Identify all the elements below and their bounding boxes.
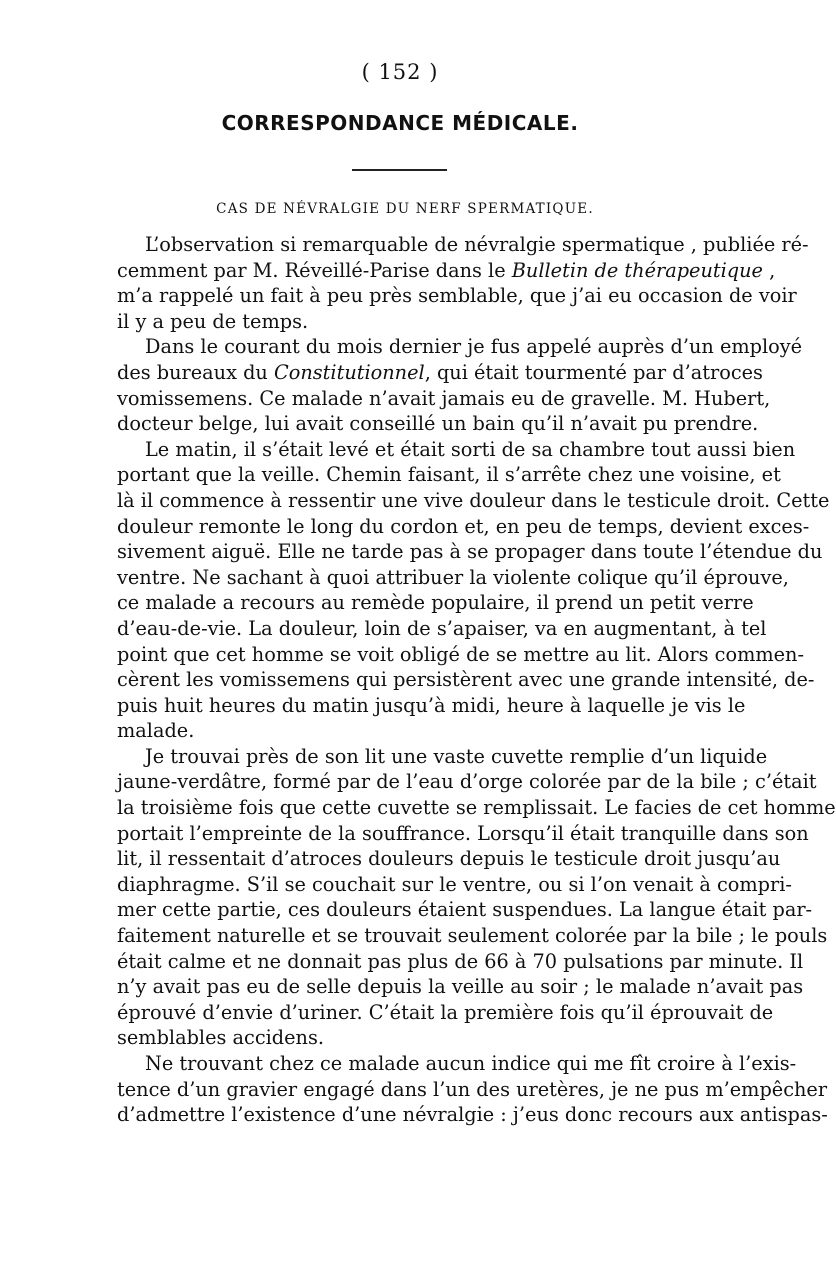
text-line: diaphragme. S’il se couchait sur le ventre, ou si l’on venait à compri- bbox=[117, 872, 792, 896]
text-line bbox=[117, 258, 776, 284]
text-line: il y a peu de temps. bbox=[117, 309, 309, 333]
title-divider-rule bbox=[352, 169, 447, 171]
text-line: faitement naturelle et se trouvait seulement colorée par la bile ; le pouls bbox=[117, 924, 828, 948]
text-line: ce malade a recours au remède populaire, il prend un petit verre bbox=[117, 591, 754, 615]
text-line: éprouvé d’envie d’uriner. C’était la première fois qu’il éprouvait de bbox=[117, 1000, 774, 1024]
text-line: puis huit heures du matin jusqu’à midi, heure à laquelle je vis le bbox=[117, 693, 746, 717]
text-line: tence d’un gravier engagé dans l’un des uretères, je ne pus m’empêcher bbox=[117, 1077, 828, 1101]
text-line: portait l’empreinte de la souffrance. Lorsqu’il était tranquille dans son bbox=[117, 821, 809, 845]
text-line: douleur remonte le long du cordon et, en peu de temps, devient exces- bbox=[117, 514, 810, 538]
text-line: Je trouvai près de son lit une vaste cuvette remplie d’un liquide bbox=[145, 744, 768, 768]
article-body bbox=[117, 232, 836, 1128]
text-run: , bbox=[762, 258, 776, 282]
text-line: malade. bbox=[117, 719, 195, 743]
paragraph bbox=[117, 334, 803, 436]
paragraph bbox=[117, 1051, 828, 1128]
text-line: d’eau-de-vie. La douleur, loin de s’apaiser, va en augmentant, à tel bbox=[117, 616, 767, 640]
text-line: L’observation si remarquable de névralgie spermatique , publiée ré- bbox=[145, 233, 809, 256]
text-line: d’admettre l’existence d’une névralgie : j’eus donc recours aux antispas- bbox=[117, 1103, 828, 1127]
text-run: des bureaux du bbox=[117, 360, 274, 384]
text-run: , qui était tourmenté par d’atroces bbox=[424, 360, 763, 384]
page-number: ( 152 ) bbox=[361, 60, 439, 84]
text-line bbox=[117, 360, 763, 386]
italic-title: Constitutionnel bbox=[273, 360, 425, 384]
text-line: docteur belge, lui avait conseillé un bain qu’il n’avait pu prendre. bbox=[117, 412, 759, 436]
text-line: n’y avait pas eu de selle depuis la veille au soir ; le malade n’avait pas bbox=[117, 975, 804, 999]
text-line: mer cette partie, ces douleurs étaient suspendues. La langue était par- bbox=[117, 898, 813, 922]
text-line: vomissemens. Ce malade n’avait jamais eu de gravelle. M. Hubert, bbox=[117, 386, 771, 410]
text-line: là il commence à ressentir une vive douleur dans le testicule droit. Cette bbox=[117, 488, 830, 512]
text-line: point que cet homme se voit obligé de se mettre au lit. Alors commen- bbox=[117, 642, 804, 666]
paragraph bbox=[117, 437, 830, 744]
article-title: CAS DE NÉVRALGIE DU NERF SPERMATIQUE. bbox=[216, 201, 594, 217]
text-run: cemment par M. Réveillé-Parise dans le bbox=[117, 258, 512, 282]
journal-section-title: CORRESPONDANCE MÉDICALE. bbox=[221, 111, 579, 135]
paragraph bbox=[117, 744, 836, 1051]
text-line: m’a rappelé un fait à peu près semblable, que j’ai eu occasion de voir bbox=[117, 284, 797, 308]
text-line: Ne trouvant chez ce malade aucun indice qui me fît croire à l’exis- bbox=[145, 1052, 797, 1075]
text-line: jaune-verdâtre, formé par de l’eau d’orge colorée par de la bile ; c’était bbox=[117, 770, 817, 794]
text-line: sivement aiguë. Elle ne tarde pas à se propager dans toute l’étendue du bbox=[117, 540, 823, 564]
text-line: était calme et ne donnait pas plus de 66 à 70 pulsations par minute. Il bbox=[117, 949, 804, 973]
italic-title: Bulletin de thérapeutique bbox=[511, 258, 763, 282]
text-line: ventre. Ne sachant à quoi attribuer la violente colique qu’il éprouve, bbox=[117, 565, 789, 589]
text-line: lit, il ressentait d’atroces douleurs depuis le testicule droit jusqu’au bbox=[117, 847, 781, 871]
text-line: la troisième fois que cette cuvette se remplissait. Le facies de cet homme bbox=[117, 796, 836, 820]
text-line: semblables accidens. bbox=[117, 1026, 324, 1050]
text-line: Dans le courant du mois dernier je fus appelé auprès d’un employé bbox=[145, 335, 803, 359]
text-line: Le matin, il s’était levé et était sorti de sa chambre tout aussi bien bbox=[145, 437, 796, 461]
paragraph bbox=[117, 232, 809, 334]
text-line: portant que la veille. Chemin faisant, il s’arrête chez une voisine, et bbox=[117, 463, 781, 487]
text-line: cèrent les vomissemens qui persistèrent avec une grande intensité, de- bbox=[117, 668, 815, 692]
